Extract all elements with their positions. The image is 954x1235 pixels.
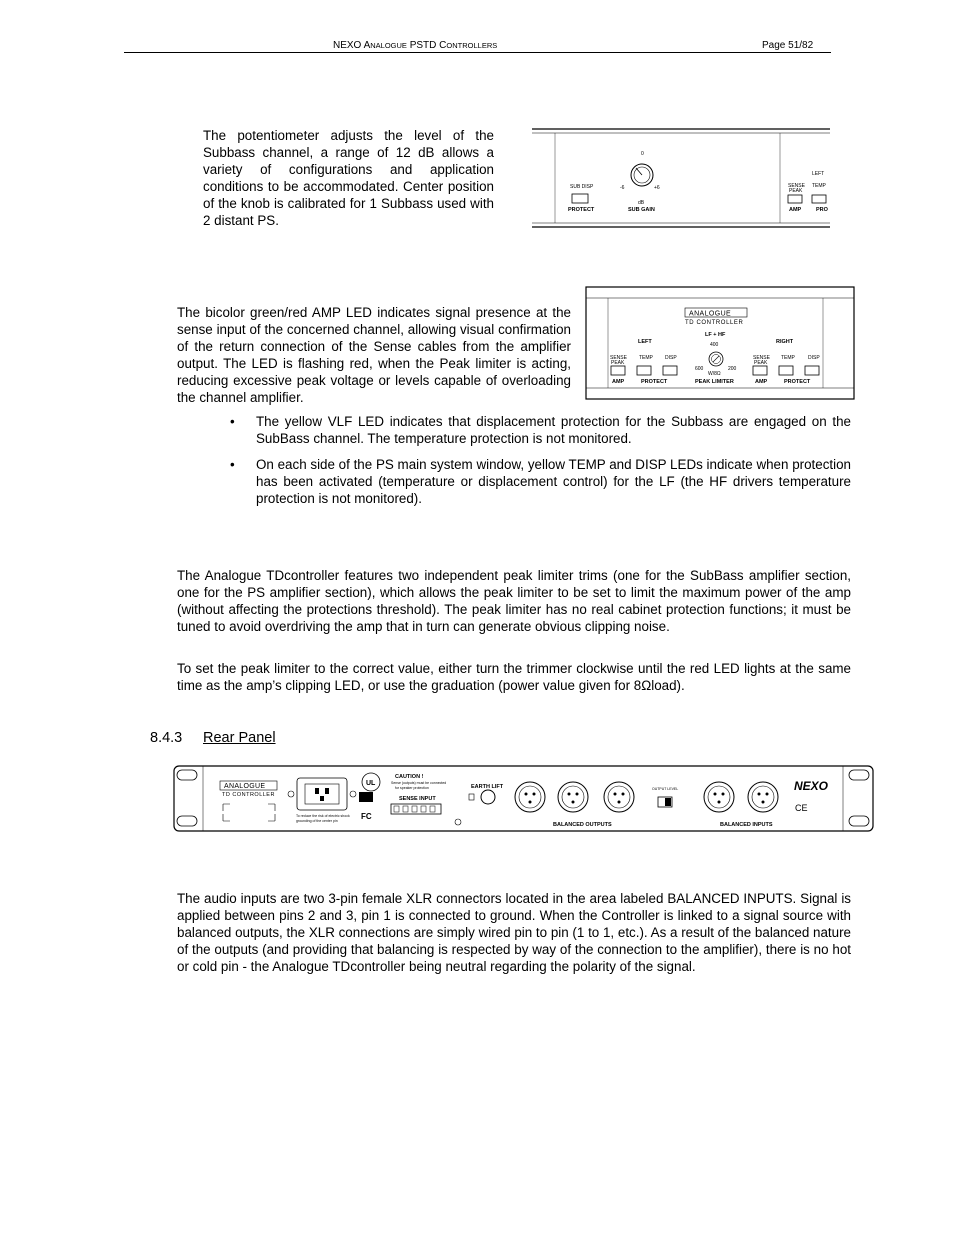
svg-text:LF + HF: LF + HF [705, 332, 726, 338]
svg-text:CAUTION !: CAUTION ! [395, 774, 424, 780]
svg-text:SENSE: SENSE [788, 183, 805, 189]
svg-text:LEFT: LEFT [812, 171, 825, 177]
svg-text:TD CONTROLLER: TD CONTROLLER [685, 320, 744, 326]
svg-text:LEFT: LEFT [638, 339, 652, 345]
svg-text:ANALOGUE: ANALOGUE [689, 310, 732, 318]
svg-text:PROTECT: PROTECT [568, 207, 595, 213]
svg-text:PEAK: PEAK [789, 188, 803, 194]
svg-text:UL: UL [366, 780, 376, 787]
subgain-panel-figure [532, 128, 832, 230]
svg-text:400: 400 [710, 342, 719, 348]
rear-panel-figure [173, 764, 875, 834]
svg-text:+6: +6 [654, 185, 660, 191]
svg-text:EARTH LIFT: EARTH LIFT [471, 784, 504, 790]
svg-text:DISP: DISP [808, 355, 820, 361]
svg-text:dB: dB [638, 200, 645, 206]
peak-limiter-paragraph-2: To set the peak limiter to the correct value, either turn the trimmer clockwise until the red LED lights at the same time as the amp’s clipping LED, or use the graduation (power value given for 8Ωload). [177, 661, 851, 693]
svg-text:SENSE: SENSE [753, 355, 770, 361]
svg-text:FC: FC [361, 812, 372, 821]
svg-text:SUB DISP: SUB DISP [570, 184, 594, 190]
svg-text:AMP: AMP [612, 379, 625, 385]
svg-text:ANALOGUE: ANALOGUE [224, 783, 266, 790]
page-number: Page 51/82 [762, 40, 814, 51]
svg-text:600: 600 [695, 366, 704, 372]
svg-text:-6: -6 [620, 185, 625, 191]
header-rule [124, 52, 831, 53]
svg-text:PEAK LIMITER: PEAK LIMITER [695, 379, 734, 385]
audio-inputs-paragraph: The audio inputs are two 3-pin female XLR connectors located in the area labeled BALANCED INPUTS. Signal is applied between pins 2 and 3, pin 1 is connected to ground. When the Controller is linked to a signal source with balanced outputs, the XLR connections are simply wired pin to pin (1 to 1, etc.). As a result of the balanced nature of the outputs (and providing that balancing is respected by way of the connection to the amplifier), there is no hot or cold pin - the Analogue TDcontroller being neutral regarding the polarity of the signal. [177, 891, 851, 974]
svg-text:BALANCED INPUTS: BALANCED INPUTS [720, 822, 773, 828]
svg-text:for speaker protection: for speaker protection [395, 786, 429, 790]
svg-text:AMP: AMP [789, 207, 802, 213]
section-title: Rear Panel [203, 730, 276, 746]
svg-text:PEAK: PEAK [754, 360, 768, 366]
list-item: • On each side of the PS main system window, yellow TEMP and DISP LEDs indicate when protection has been activated (temperature or displacement control) for the LF (the HF drivers temperature protection is not monitored). [230, 457, 851, 506]
bullet-icon: • [230, 457, 235, 472]
list-item: • The yellow VLF LED indicates that displacement protection for the Subbass are engaged on the SubBass channel. The temperature protection is not monitored. [230, 414, 851, 446]
svg-text:PRO: PRO [816, 207, 828, 213]
svg-text:DISP: DISP [665, 355, 677, 361]
bullet-icon: • [230, 414, 235, 429]
section-number: 8.4.3 [150, 730, 183, 746]
svg-text:grounding of the center pin: grounding of the center pin [296, 819, 338, 823]
svg-text:PEAK: PEAK [611, 360, 625, 366]
svg-text:TEMP: TEMP [812, 183, 826, 189]
svg-text:PROTECT: PROTECT [784, 379, 811, 385]
page-header-title: NEXO ANALOGUE PSTD CONTROLLERS [333, 40, 498, 51]
peak-limiter-paragraph-1: The Analogue TDcontroller features two independent peak limiter trims (one for the SubBass amplifier section, one for the PS amplifier section), which allows the peak limiter to be set to limit the maximum power of the amp (without affecting the protections threshold). The peak limiter has no real cabinet protection functions; it must be tuned to avoid overdriving the amp that in turn can generate obvious clipping noise. [177, 568, 851, 634]
svg-text:To reduce the risk of electric: To reduce the risk of electric shock [296, 814, 350, 818]
svg-text:TEMP: TEMP [781, 355, 795, 361]
svg-text:SUB GAIN: SUB GAIN [628, 207, 655, 213]
svg-text:0: 0 [641, 151, 644, 157]
svg-text:TD CONTROLLER: TD CONTROLLER [222, 792, 275, 798]
svg-text:SENSE INPUT: SENSE INPUT [399, 796, 436, 802]
amp-led-panel-figure [585, 286, 856, 400]
svg-text:OUTPUT LEVEL: OUTPUT LEVEL [652, 787, 679, 791]
svg-text:Sense (outputs) must be connec: Sense (outputs) must be connected [391, 781, 447, 785]
svg-text:W/8Ω: W/8Ω [708, 371, 721, 377]
amp-led-paragraph: The bicolor green/red AMP LED indicates signal presence at the sense input of the concerned channel, allowing visual confirmation of the return connection of the Sense cables from the amplifier output. The LED is flashing red, when the Peak limiter is acting, reducing excessive peak voltage or levels capable of overloading the channel amplifier. [177, 305, 571, 405]
svg-text:AMP: AMP [755, 379, 768, 385]
svg-text:SENSE: SENSE [610, 355, 627, 361]
led-bullet-list [230, 413, 851, 516]
subgain-paragraph: The potentiometer adjusts the level of the Subbass channel, a range of 12 dB allows a variety of configurations and application conditions to be accommodated. Center position of the knob is calibrated for 1 Subbass used with 2 distant PS. [203, 128, 494, 228]
svg-text:CE: CE [795, 803, 808, 813]
svg-text:200: 200 [728, 366, 737, 372]
svg-text:PROTECT: PROTECT [641, 379, 668, 385]
svg-text:RIGHT: RIGHT [776, 339, 794, 345]
svg-text:TEMP: TEMP [639, 355, 653, 361]
svg-text:NEXO: NEXO [794, 779, 829, 793]
svg-text:BALANCED OUTPUTS: BALANCED OUTPUTS [553, 822, 612, 828]
